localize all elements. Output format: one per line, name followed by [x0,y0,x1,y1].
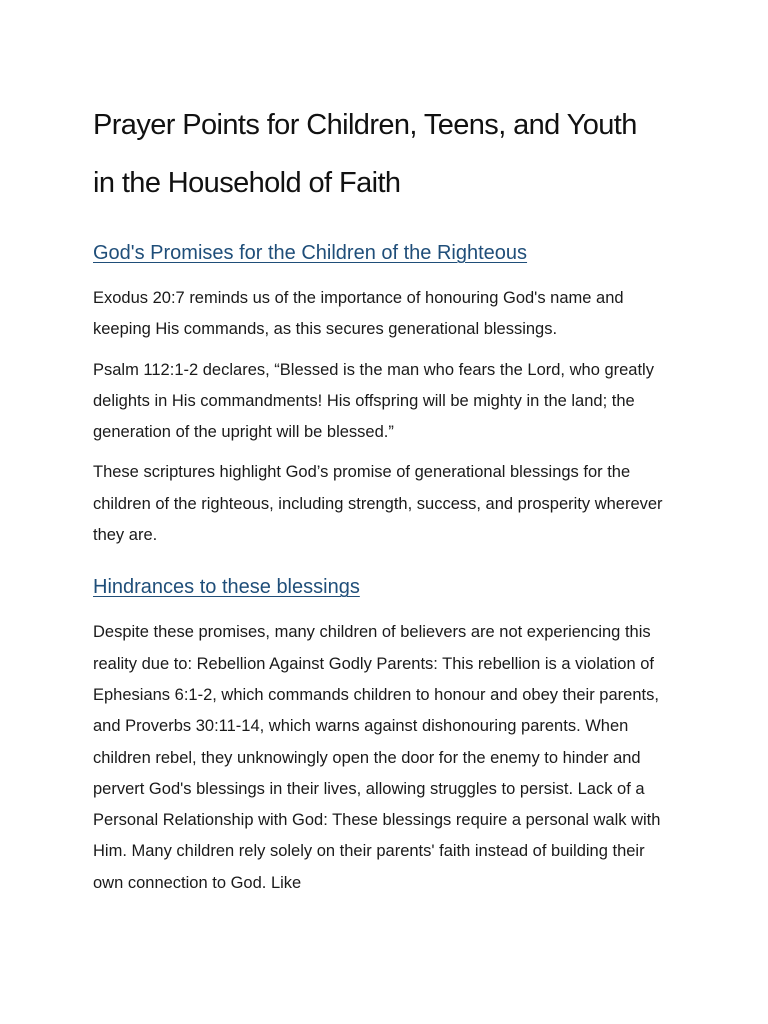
document-page [93,96,675,908]
section-hindrances [93,573,675,899]
title-line-1: Prayer Points for Children, Teens, and Youth [93,109,637,141]
paragraph-exodus: Exodus 20:7 reminds us of the importance of honouring God's name and keeping His commands, as this secures generational blessings. [93,289,624,339]
paragraph-scriptures-highlight: These scriptures highlight God’s promise of generational blessings for the children of the righteous, including strength, success, and prosperity wherever they are. [93,463,663,545]
section-heading-promises[interactable]: God's Promises for the Children of the Righteous [93,242,528,264]
paragraph-psalm: Psalm 112:1-2 declares, “Blessed is the man who fears the Lord, who greatly delights in His commandments! His offspring will be mighty in the land; the generation of the upright will be blessed.” [93,360,654,442]
paragraph-hindrances: Despite these promises, many children of believers are not experiencing this reality due to: Rebellion Against Godly Parents: This rebellion is a violation of Ephesians 6:1-2, which commands children to honour and obey their parents, and Proverbs 30:11-14, which warns against dishonouring parents. When children rebel, they unknowingly open the door for the enemy to hinder and pervert God's blessings in their lives, allowing struggles to persist. Lack of a Personal Relationship with God: These blessings require a personal walk with Him. Many children rely solely on their parents' faith instead of building their own connection to God. Like [93,623,661,892]
section-promises [93,239,675,551]
title-line-2: in the Household of Faith [93,167,401,199]
document-title [93,96,675,212]
section-heading-hindrances[interactable]: Hindrances to these blessings [93,576,360,599]
